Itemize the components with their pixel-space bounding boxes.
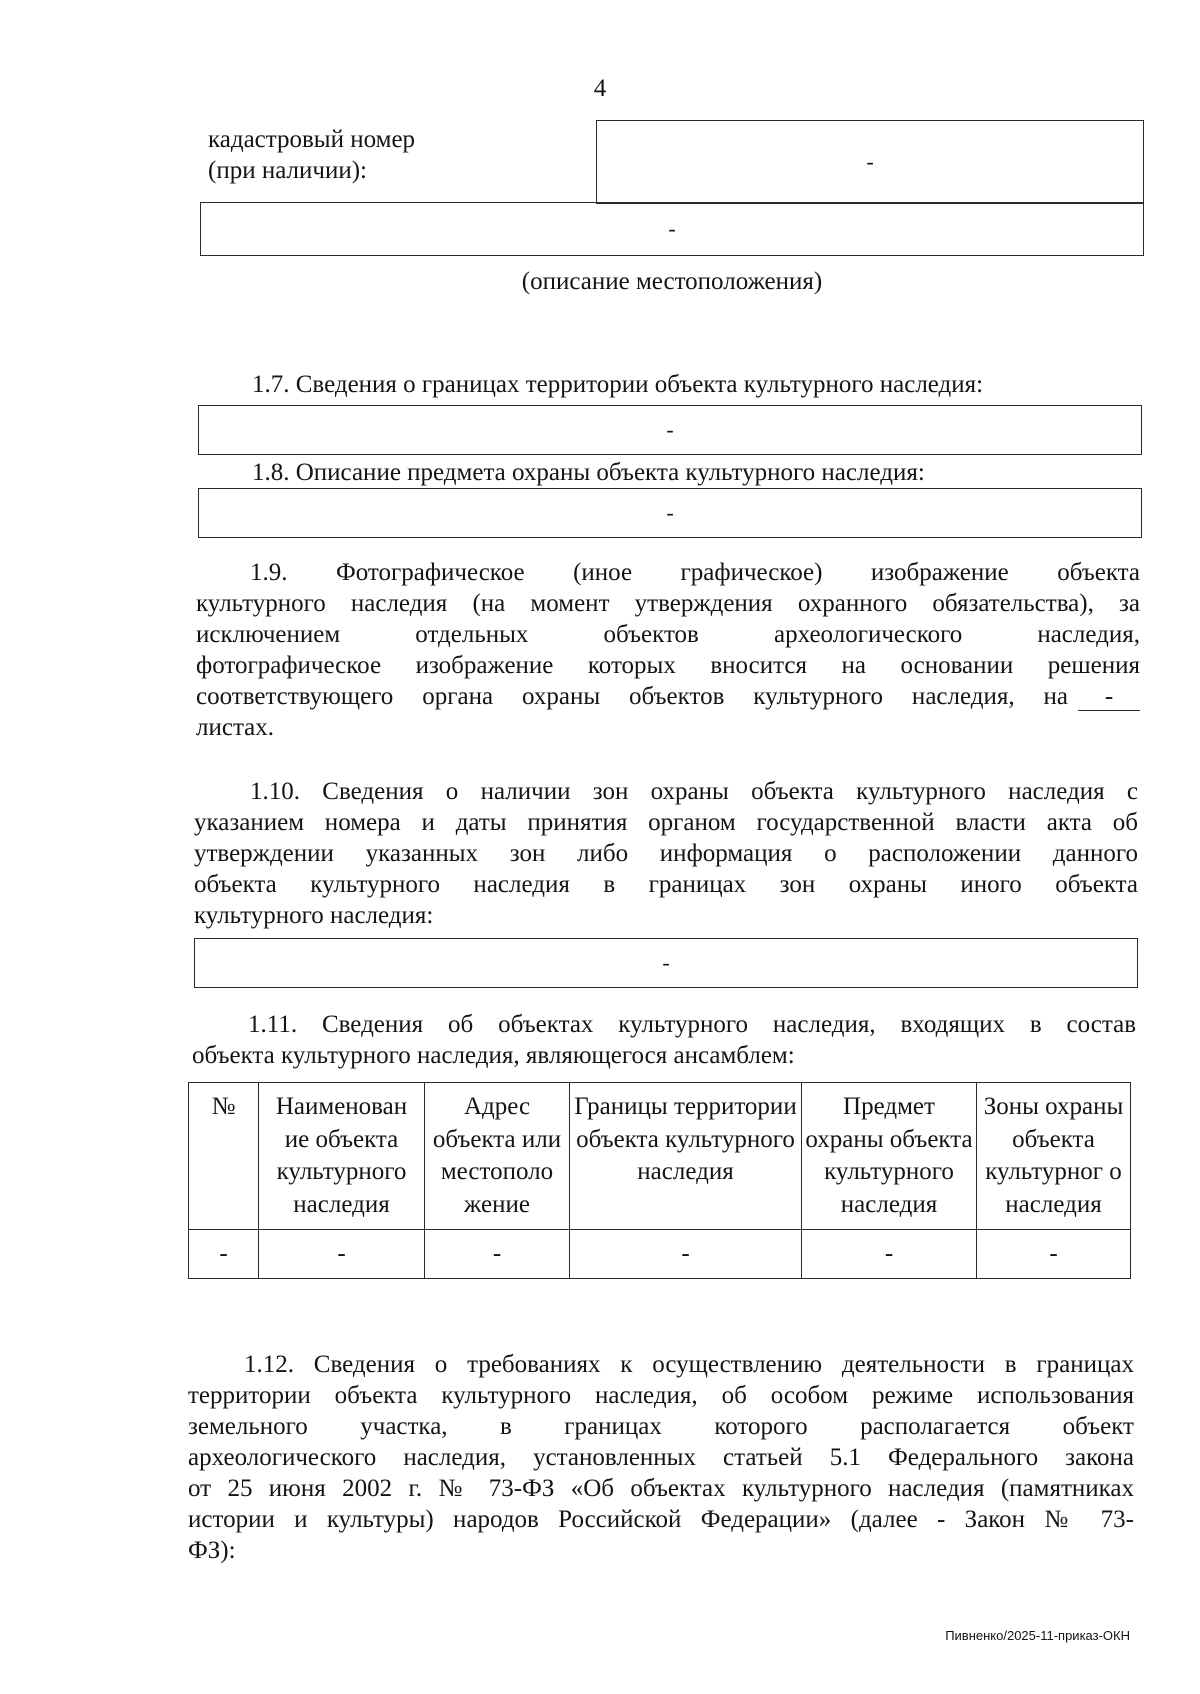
table-header-cell: Адрес объекта или местополо жение — [425, 1083, 570, 1230]
section-1-8-heading: 1.8. Описание предмета охраны объекта культурного наследия: — [252, 459, 925, 486]
table-cell: - — [259, 1230, 425, 1279]
section-1-12-line: от 25 июня 2002 г. № 73-ФЗ «Об объектах культурного наследия (памятниках — [188, 1475, 1134, 1502]
section-1-7-value: - — [666, 416, 674, 442]
section-1-10-line: указанием номера и даты принятия органом государственной власти акта об — [194, 809, 1138, 836]
location-value: - — [668, 215, 676, 241]
section-1-12-line: археологического наследия, установленных статьей 5.1 Федерального закона — [188, 1444, 1134, 1471]
ensemble-objects-table — [188, 1082, 1131, 1279]
section-1-10-last-line: культурного наследия: — [194, 902, 434, 929]
section-1-12-line: 1.12. Сведения о требованиях к осуществлению деятельности в границах — [244, 1351, 1134, 1378]
section-1-9-line: фотографическое изображение которых вносится на основании решения — [196, 652, 1140, 679]
cadastral-value: - — [866, 148, 874, 174]
section-1-11-line2: объекта культурного наследия, являющегося ансамблем: — [192, 1042, 795, 1069]
section-1-7-value-box — [198, 405, 1142, 455]
section-1-10-line: 1.10. Сведения о наличии зон охраны объекта культурного наследия с — [250, 778, 1138, 805]
table-row — [189, 1230, 1131, 1279]
table-cell: - — [425, 1230, 570, 1279]
table-cell: - — [977, 1230, 1131, 1279]
section-1-9-line5 — [196, 682, 1140, 712]
table-header-row — [189, 1083, 1131, 1230]
section-1-10-line: утверждении указанных зон либо информация о расположении данного — [194, 840, 1138, 867]
section-1-9-line: культурного наследия (на момент утверждения охранного обязательства), за — [196, 590, 1140, 617]
section-1-9-line: исключением отдельных объектов археологического наследия, — [196, 621, 1140, 648]
page-number: 4 — [593, 75, 607, 102]
section-1-10-value-box — [194, 938, 1138, 988]
section-1-12-line: территории объекта культурного наследия, об особом режиме использования — [188, 1382, 1134, 1409]
table-cell: - — [802, 1230, 977, 1279]
location-value-box — [200, 202, 1144, 256]
section-1-8-value-box — [198, 488, 1142, 538]
section-1-9-line: соответствующего органа охраны объектов культурного наследия, на — [196, 683, 1068, 710]
footer-document-code: Пивненко/2025-11-приказ-ОКН — [945, 1628, 1130, 1643]
table-header-cell: Границы территории объекта культурного наследия — [570, 1083, 802, 1230]
section-1-10-value: - — [662, 949, 670, 975]
section-1-11-line1: 1.11. Сведения об объектах культурного наследия, входящих в состав — [248, 1011, 1136, 1038]
cadastral-label-line1: кадастровый номер — [208, 126, 416, 153]
section-1-9-last-line: листах. — [196, 714, 275, 741]
table-cell: - — [189, 1230, 259, 1279]
table-header-cell: № — [189, 1083, 259, 1230]
section-1-10-line: объекта культурного наследия в границах зон охраны иного объекта — [194, 871, 1138, 898]
table-header-cell: Наименован ие объекта культурного наследия — [259, 1083, 425, 1230]
section-1-9-line: 1.9. Фотографическое (иное графическое) изображение объекта — [250, 559, 1140, 586]
section-1-7-heading: 1.7. Сведения о границах территории объекта культурного наследия: — [252, 371, 984, 398]
table-header-cell: Зоны охраны объекта культурног о наследия — [977, 1083, 1131, 1230]
section-1-9-sheets-value: - — [1078, 682, 1140, 711]
table-cell: - — [570, 1230, 802, 1279]
table-header-cell: Предмет охраны объекта культурного наследия — [802, 1083, 977, 1230]
cadastral-value-box — [596, 120, 1144, 204]
location-caption: (описание местоположения) — [521, 268, 823, 295]
cadastral-label-line2: (при наличии): — [208, 157, 367, 184]
section-1-8-value: - — [666, 499, 674, 525]
section-1-12-line: истории и культуры) народов Российской Федерации» (далее - Закон № 73- — [188, 1506, 1134, 1533]
section-1-12-line: земельного участка, в границах которого располагается объект — [188, 1413, 1134, 1440]
section-1-12-last-line: ФЗ): — [188, 1537, 236, 1564]
